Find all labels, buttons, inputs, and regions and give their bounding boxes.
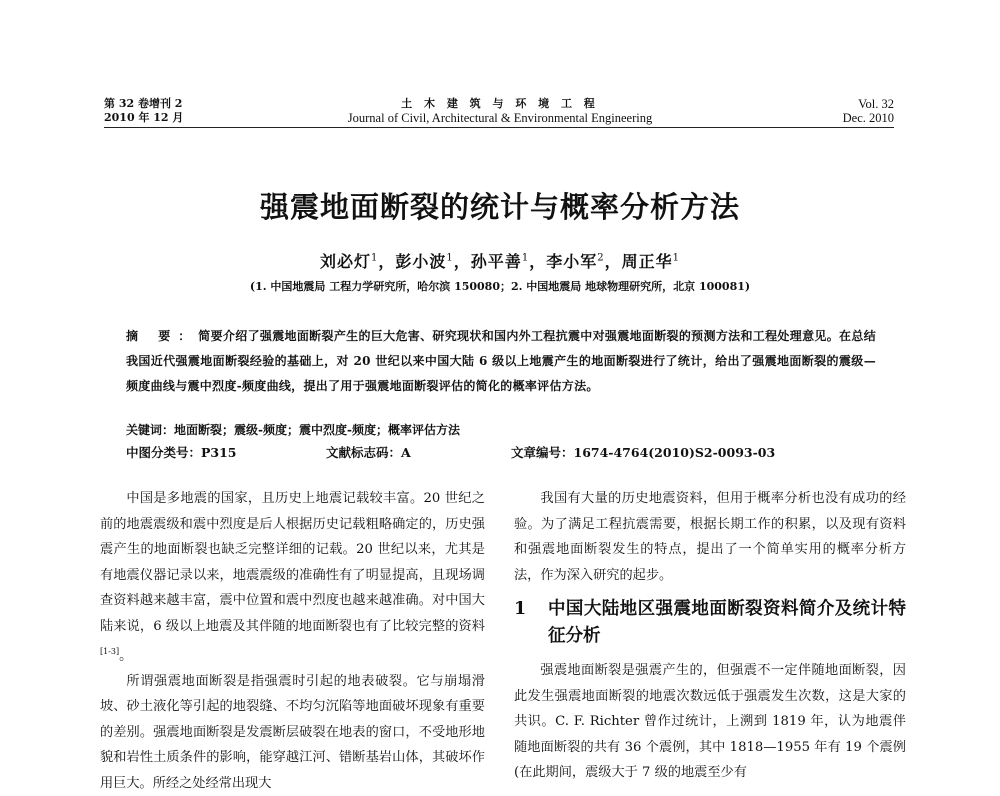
author-affiliation-mark: 2 bbox=[597, 252, 605, 264]
clc-number: 中图分类号：P315 bbox=[126, 445, 237, 460]
author-name: 李小军 bbox=[546, 252, 598, 271]
abstract-label: 摘 要： bbox=[126, 329, 199, 343]
paragraph-end: 。 bbox=[119, 648, 133, 664]
author-list bbox=[0, 249, 1000, 272]
author-affiliation-mark: 1 bbox=[371, 252, 379, 264]
author-name: 彭小波 bbox=[395, 252, 447, 271]
header-divider bbox=[104, 127, 894, 128]
keywords-label: 关键词： bbox=[126, 423, 175, 437]
journal-name-en: Journal of Civil, Architectural & Environmental Engineering bbox=[347, 111, 653, 125]
article-title: 强震地面断裂的统计与概率分析方法 bbox=[259, 190, 740, 224]
author-name: 周正华 bbox=[621, 252, 673, 271]
author-name: 孙平善 bbox=[470, 252, 522, 271]
author-affiliation-mark: 1 bbox=[672, 252, 680, 264]
author-affiliation-mark: 1 bbox=[446, 252, 454, 264]
abstract-text: 简要介绍了强震地面断裂产生的巨大危害、研究现状和国内外工程抗震中对强震地面断裂的预测方法和工程处理意见。在总结我国近代强震地面断裂经验的基础上，对 20 世纪以来中国大陆 6 级以上地震产生的地面断裂进行了统计，给出了强震地面断裂的震级—频度曲线与震中烈度-频度曲线，提出了用于强震地面断裂评估的简化的概率评估方法。 bbox=[126, 329, 876, 393]
author-affiliation-mark: 1 bbox=[521, 252, 530, 264]
body-paragraph: 强震地面断裂是强震产生的，但强震不一定伴随地面断裂，因此发生强震地面断裂的地震次数远低于强震发生次数，这是大家的共识。C. F. Richter 曾作过统计，上溯到 1819 年，认为地震伴随地面断裂的共有 36 个震例，其中 1818—1955 年有 19 个震例(在此期间，震级大于 7 级的地震至少有 bbox=[514, 663, 906, 780]
running-header-volume bbox=[104, 97, 183, 125]
author-separator: ， bbox=[378, 252, 396, 271]
abstract bbox=[126, 324, 876, 399]
date-en: Dec. 2010 bbox=[842, 111, 894, 125]
body-column-left bbox=[100, 486, 485, 796]
body-paragraph: 我国有大量的历史地震资料，但用于概率分析也没有成功的经验。为了满足工程抗震需要，根据长期工作的积累，以及现有资料和强震地面断裂发生的特点，提出了一个简单实用的概率分析方法，作为深入研究的起步。 bbox=[514, 491, 906, 583]
running-header-vol-en bbox=[843, 97, 894, 125]
section-title: 中国大陆地区强震地面断裂资料简介及统计特征分析 bbox=[548, 599, 906, 646]
journal-name-cn: 土 木 建 筑 与 环 境 工 程 bbox=[401, 97, 599, 110]
author-affiliations: (1. 中国地震局 工程力学研究所，哈尔滨 150080；2. 中国地震局 地球物理研究所，北京 100081) bbox=[249, 280, 751, 293]
body-column-right bbox=[514, 486, 906, 786]
running-header-journal bbox=[280, 97, 720, 125]
keywords bbox=[126, 420, 876, 440]
volume-issue-cn: 第 32 卷增刊 2 bbox=[104, 97, 183, 110]
author-separator: ， bbox=[604, 252, 622, 271]
volume-en: Vol. 32 bbox=[858, 97, 894, 111]
paragraph-text: 中国是多地震的国家，且历史上地震记载较丰富。20 世纪之前的地震震级和震中烈度是后人根据历史记载粗略确定的，历史强震产生的地面断裂也缺乏完整详细的记载。20 世纪以来，尤其是有地震仪器记录以来，地震震级的准确性有了明显提高，且现场调查资料越来越丰富，震中位置和震中烈度也越来越准确。对中国大陆来说，6 级以上地震及其伴随的地面断裂也有了比较完整的资料 bbox=[100, 491, 485, 634]
publication-date-cn: 2010 年 12 月 bbox=[104, 111, 184, 124]
keywords-text: 地面断裂；震级-频度；震中烈度-频度；概率评估方法 bbox=[174, 423, 460, 437]
citation-ref: [1-3] bbox=[100, 647, 120, 656]
article-number: 文章编号：1674-4764(2010)S2-0093-03 bbox=[511, 445, 776, 460]
document-code: 文献标志码：A bbox=[326, 445, 411, 460]
section-heading bbox=[514, 596, 906, 650]
author-separator: ， bbox=[529, 252, 547, 271]
author-separator: ， bbox=[453, 252, 471, 271]
author-name: 刘必灯 bbox=[319, 252, 371, 271]
body-paragraph bbox=[100, 486, 485, 669]
section-number: 1 bbox=[514, 599, 527, 619]
body-paragraph: 所谓强震地面断裂是指强震时引起的地表破裂。它与崩塌滑坡、砂土液化等引起的地裂缝、不均匀沉陷等地面破坏现象有重要的差别。强震地面断裂是发震断层破裂在地表的窗口，不受地形地貌和岩性土质条件的影响，能穿越江河、错断基岩山体，其破坏作用巨大。所经之处经常出现大 bbox=[100, 673, 485, 791]
